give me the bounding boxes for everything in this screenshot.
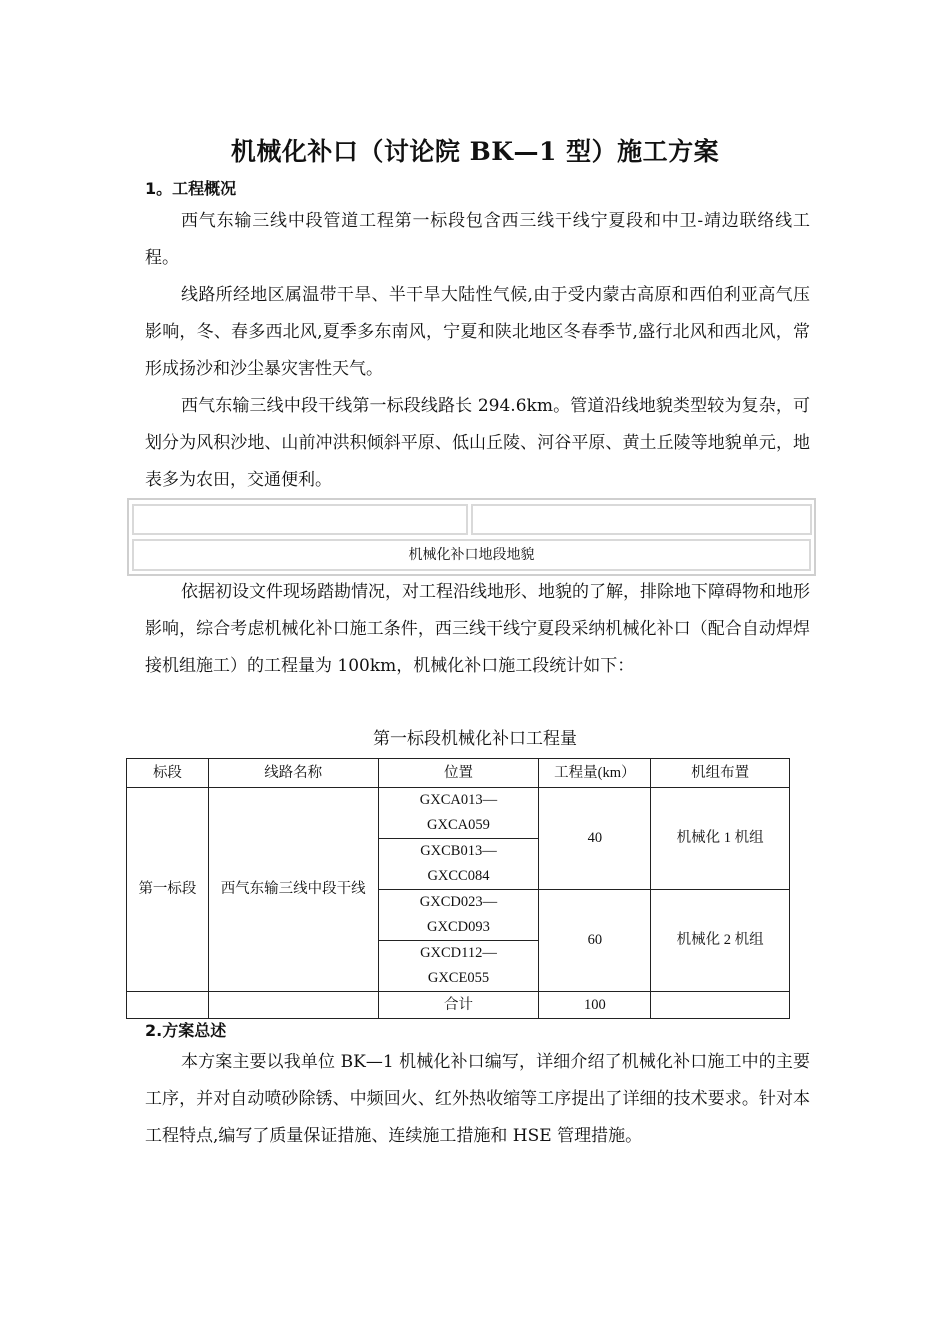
header-section: 标段 (127, 759, 209, 788)
photo-caption: 机械化补口地段地貌 (132, 539, 811, 571)
table-caption: 第一标段机械化补口工程量 (373, 729, 577, 749)
cell-amount: 60 (539, 890, 651, 992)
landform-photo-table (127, 498, 816, 576)
workload-table (126, 758, 790, 1019)
table-row (127, 788, 790, 839)
cell-empty (651, 992, 790, 1019)
cell-position: GXCA013—GXCA059 (378, 788, 539, 839)
cell-total-label: 合计 (378, 992, 539, 1019)
section-2-heading: 2.方案总述 (145, 1021, 227, 1040)
cell-position: GXCD023—GXCD093 (378, 890, 539, 941)
cell-unit: 机械化 1 机组 (651, 788, 790, 890)
cell-empty (208, 992, 378, 1019)
header-unit: 机组布置 (651, 759, 790, 788)
cell-position: GXCB013—GXCC084 (378, 839, 539, 890)
paragraph-terrain: 西气东输三线中段干线第一标段线路长 294.6km。管道沿线地貌类型较为复杂，可划分为风积沙地、山前冲洪积倾斜平原、低山丘陵、河谷平原、黄土丘陵等地貌单元，地表多为农田，交通便利。 (145, 396, 810, 490)
photo-cell-right (471, 504, 812, 535)
cell-amount: 40 (539, 788, 651, 890)
cell-empty (127, 992, 209, 1019)
cell-line-name: 西气东输三线中段干线 (208, 788, 378, 992)
table-header-row (127, 759, 790, 788)
cell-total-amount: 100 (539, 992, 651, 1019)
paragraph-project-scope: 西气东输三线中段管道工程第一标段包含西三线干线宁夏段和中卫-靖边联络线工程。 (145, 211, 810, 268)
table-total-row (127, 992, 790, 1019)
document-title: 机械化补口（讨论院 BK—1 型）施工方案 (230, 137, 720, 166)
header-line-name: 线路名称 (208, 759, 378, 788)
cell-position: GXCD112—GXCE055 (378, 941, 539, 992)
photo-cell-left (132, 504, 468, 535)
header-position: 位置 (378, 759, 539, 788)
cell-unit: 机械化 2 机组 (651, 890, 790, 992)
header-amount: 工程量(km） (539, 759, 651, 788)
cell-section: 第一标段 (127, 788, 209, 992)
section-1-heading: 1。工程概况 (145, 179, 237, 198)
paragraph-overview: 本方案主要以我单位 BK—1 机械化补口编写，详细介绍了机械化补口施工中的主要工序，并对自动喷砂除锈、中频回火、红外热收缩等工序提出了详细的技术要求。针对本工程特点,编写了质量保证措施、连续施工措施和 HSE 管理措施。 (145, 1052, 810, 1146)
paragraph-workload: 依据初设文件现场踏勘情况，对工程沿线地形、地貌的了解，排除地下障碍物和地形影响，综合考虑机械化补口施工条件，西三线干线宁夏段采纳机械化补口（配合自动焊焊接机组施工）的工程量为 100km，机械化补口施工段统计如下： (145, 582, 810, 676)
paragraph-climate: 线路所经地区属温带干旱、半干旱大陆性气候,由于受内蒙古高原和西伯利亚高气压影响，冬、春多西北风,夏季多东南风，宁夏和陕北地区冬春季节,盛行北风和西北风，常形成扬沙和沙尘暴灾害性天气。 (145, 285, 810, 379)
